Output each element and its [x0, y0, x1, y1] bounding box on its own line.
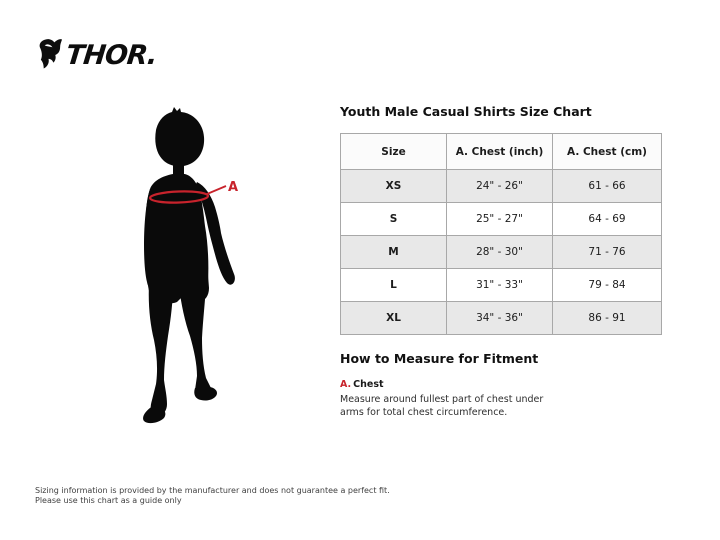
table-row-m [341, 236, 662, 269]
table-row-xl [341, 302, 662, 335]
cell-chest-inch: 34" - 36" [447, 302, 553, 335]
size-chart-table [340, 133, 662, 335]
cell-chest-cm: 71 - 76 [553, 236, 662, 269]
cell-chest-inch: 25" - 27" [447, 203, 553, 236]
thor-goat-icon [36, 38, 63, 70]
brand-logo-text: THOR. [64, 40, 159, 71]
brand-logo [36, 36, 157, 70]
cell-chest-inch: 31" - 33" [447, 269, 553, 302]
col-header-chest-cm: A. Chest (cm) [553, 134, 662, 170]
measure-item-chest [340, 372, 565, 419]
disclaimer-line-2: Please use this chart as a guide only [35, 496, 182, 506]
cell-chest-cm: 79 - 84 [553, 269, 662, 302]
cell-size: S [341, 203, 447, 236]
table-header-row [341, 134, 662, 170]
measure-guide-heading: How to Measure for Fitment [340, 351, 539, 366]
disclaimer-line-1: Sizing information is provided by the manufacturer and does not guarantee a perfect fit. [35, 486, 390, 495]
measure-item-key: A. [340, 379, 352, 390]
cell-chest-cm: 61 - 66 [553, 170, 662, 203]
cell-size: M [341, 236, 447, 269]
disclaimer-footer [35, 486, 390, 507]
col-header-size: Size [341, 134, 447, 170]
marker-label-a: A [228, 180, 239, 195]
size-chart-title: Youth Male Casual Shirts Size Chart [340, 104, 592, 119]
col-header-chest-inch: A. Chest (inch) [447, 134, 553, 170]
cell-chest-cm: 64 - 69 [553, 203, 662, 236]
measure-item-label: Chest [353, 379, 384, 390]
cell-size: L [341, 269, 447, 302]
cell-chest-cm: 86 - 91 [553, 302, 662, 335]
measure-item-description: Measure around fullest part of chest under arms for total chest circumference. [340, 394, 544, 418]
table-row-l [341, 269, 662, 302]
table-row-s [341, 203, 662, 236]
cell-size: XS [341, 170, 447, 203]
cell-chest-inch: 24" - 26" [447, 170, 553, 203]
table-row-xs [341, 170, 662, 203]
cell-size: XL [341, 302, 447, 335]
cell-chest-inch: 28" - 30" [447, 236, 553, 269]
marker-leader-line [207, 186, 226, 194]
child-silhouette-shape [143, 107, 235, 423]
body-silhouette [90, 80, 340, 480]
measurement-figure [90, 80, 340, 480]
